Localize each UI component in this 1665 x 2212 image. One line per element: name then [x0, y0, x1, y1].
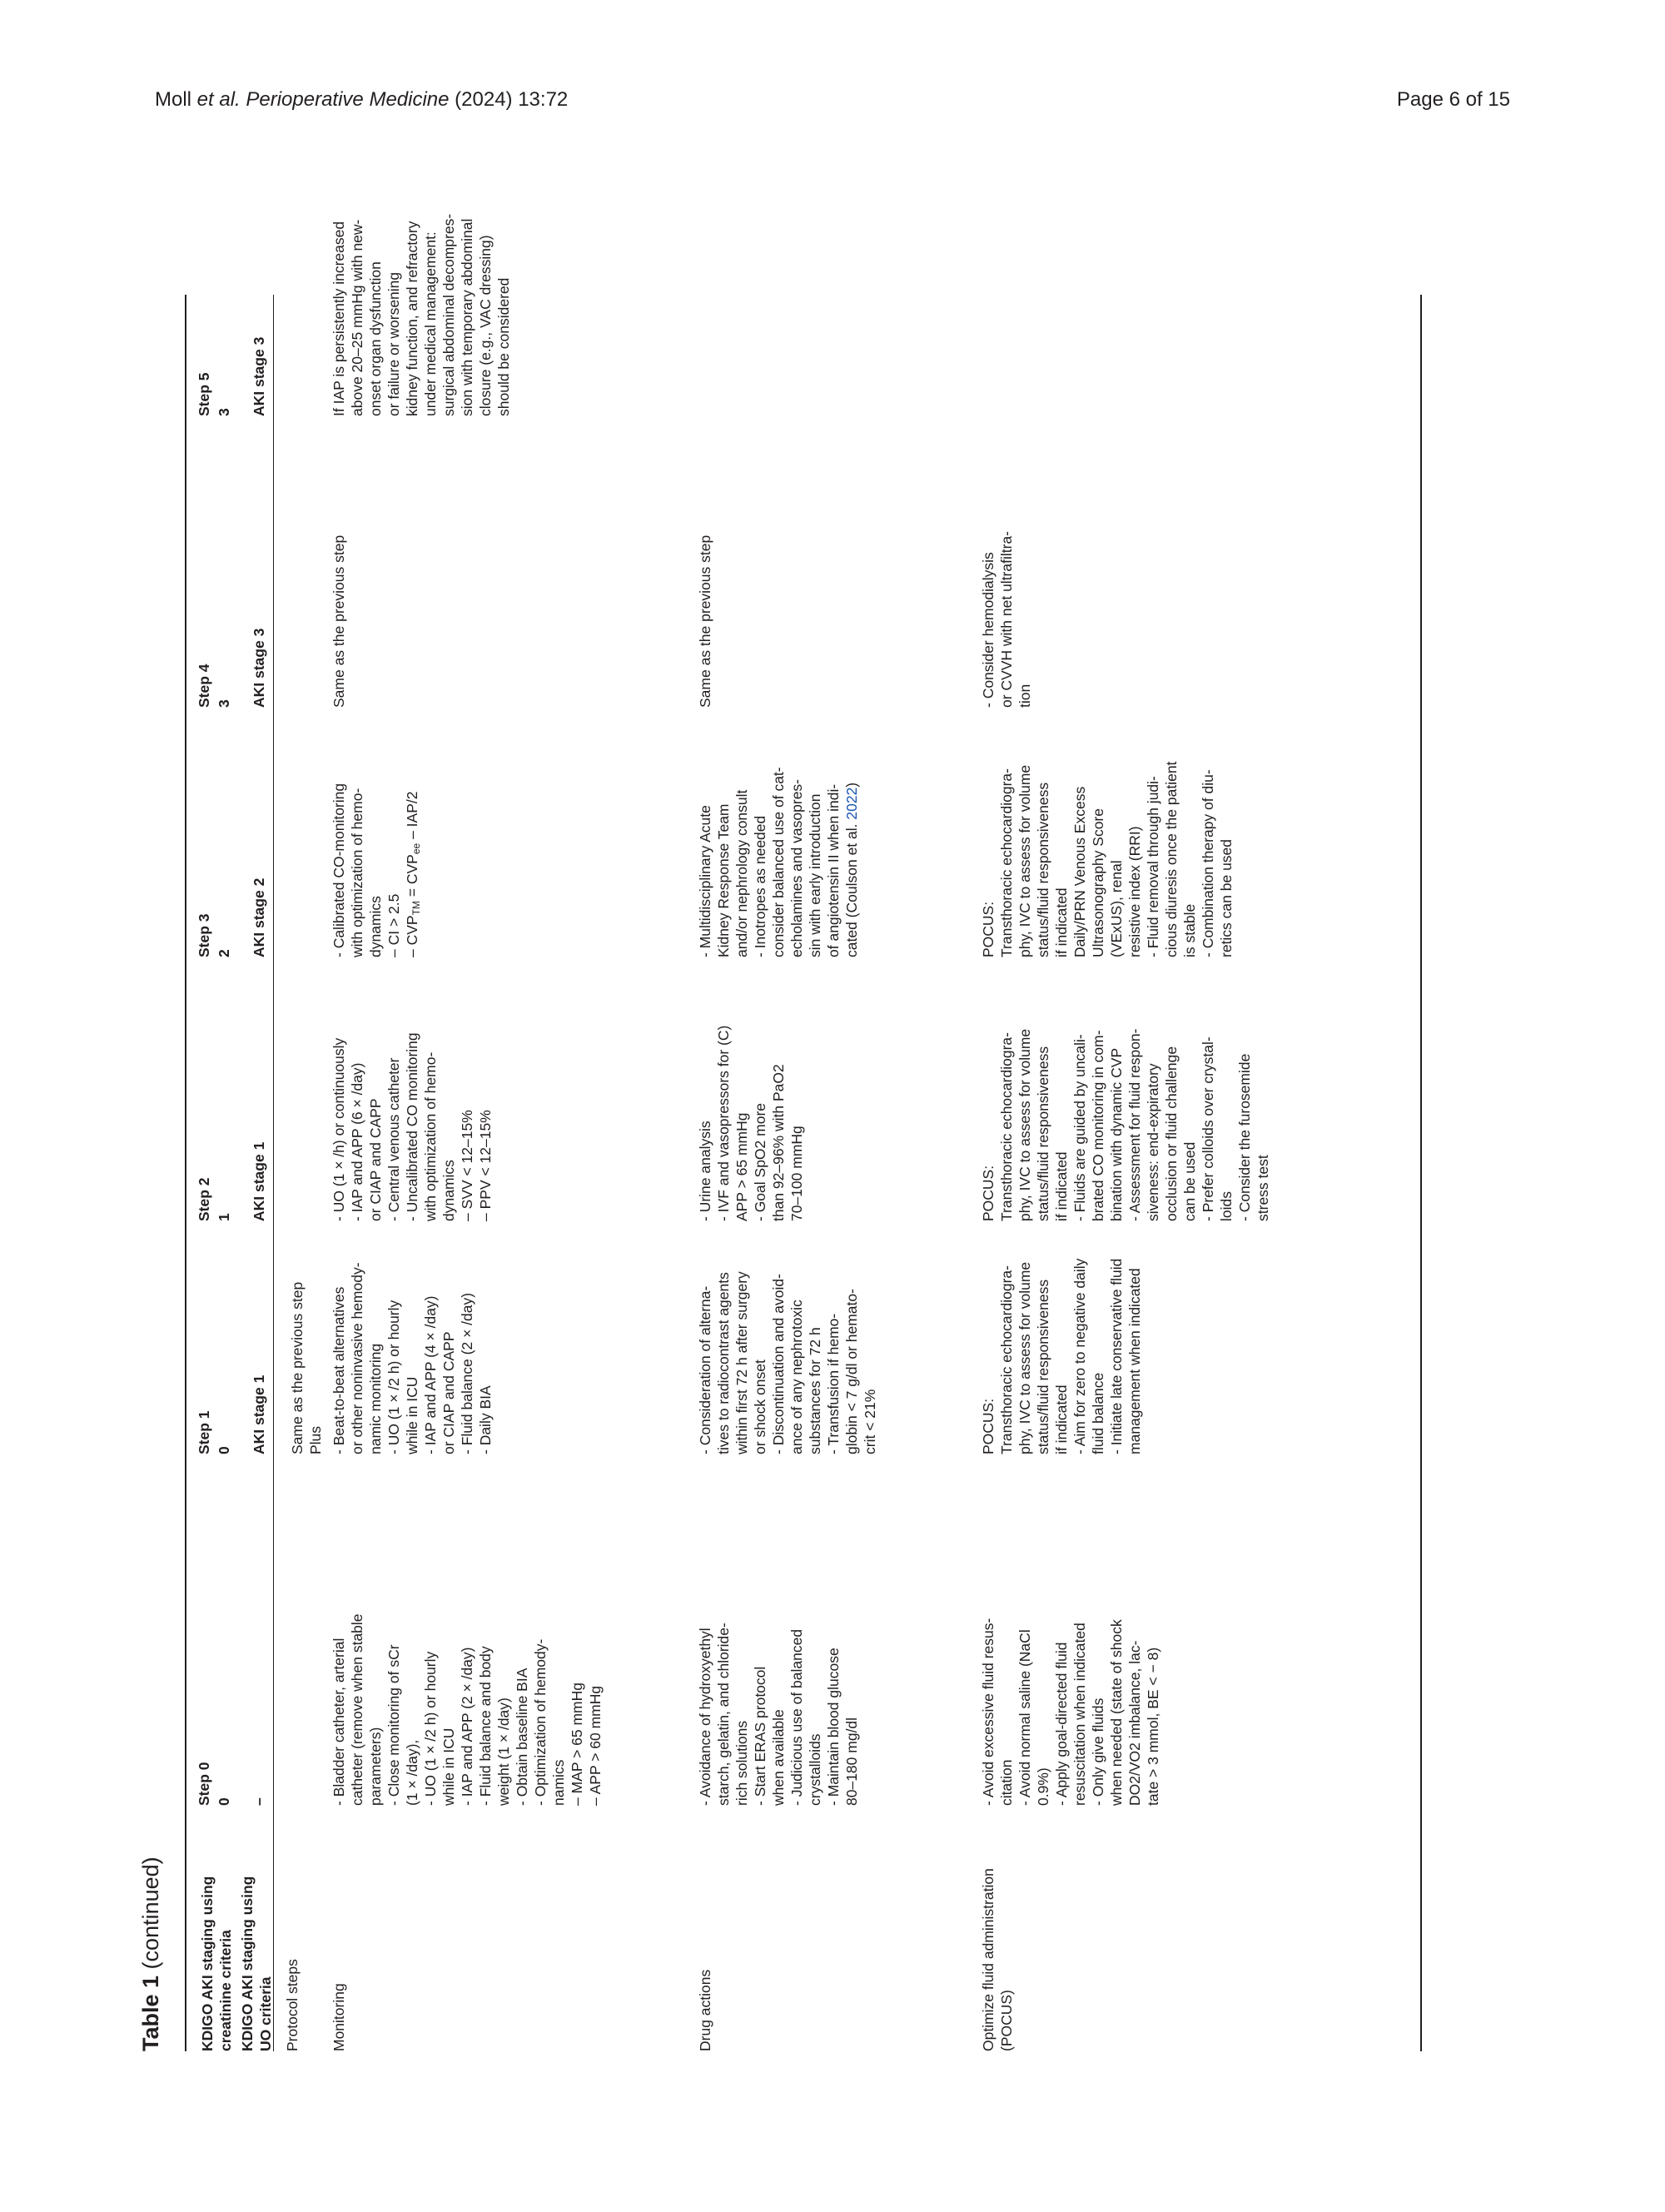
header-volume: (2024) 13:72: [449, 88, 569, 111]
drug-step1: - Consideration of alterna- tives to radiocontrast agents within first 72 h after surgery or shock onset - Discontinuation and avoid- ance of any nephrotoxic substances for 72 h - Transfusion if hemo- globin < 7 g/dl or hemato- crit < 21%: [697, 1271, 878, 1454]
table-caption: [138, 1857, 163, 2051]
table-continued: (continued): [138, 1857, 163, 1970]
row-header-kdigo-scr: KDIGO AKI staging using creatinine criteria: [199, 1876, 234, 2051]
cvp-mid: = CVP: [404, 854, 420, 902]
scr-value-5: 3: [216, 408, 232, 416]
cvp-prefix: – CVP: [404, 915, 420, 957]
step-4-label: Step 4: [196, 664, 212, 708]
scr-value-0: 0: [216, 1797, 232, 1806]
page-number: Page 6 of 15: [1396, 88, 1510, 111]
table-label: Table 1: [138, 1975, 163, 2051]
cvp-sub-tm: TM: [410, 901, 422, 916]
scr-value-1: 0: [216, 1446, 232, 1454]
cvp-formula: [404, 792, 420, 957]
uo-value-5: AKI stage 3: [251, 336, 267, 416]
uo-value-2: AKI stage 1: [251, 1141, 267, 1221]
drug-step3-close: ): [843, 782, 860, 788]
fluid-step0: - Avoid excessive fluid resus- citation - Avoid normal saline (NaCl 0.9%) - Apply goal-directed fluid resuscitation when indicated - Only give fluids when needed (state of shock DO2/VO2 imbalance, lac- tate > 3 mmol, BE < − 8): [980, 1618, 1161, 1806]
citation-link[interactable]: 2022: [843, 787, 860, 820]
monitoring-step3-text: - Calibrated CO-monitoring with optimization of hemo- dynamics – CI > 2.5: [331, 783, 402, 957]
scr-value-4: 3: [216, 699, 232, 708]
fluid-step2: POCUS: Transthoracic echocardiogra- phy, IVC to assess for volume status/fluid responsiveness if indicated - Fluids are guided by uncali- brated CO monitoring in com- bination with dynamic CVP - Assessment for fluid respon- siveness: end-expiratory occlusion or fluid challenge can be used - Prefer colloids over crystal- loids - Consider the furosemide stress test: [980, 1028, 1271, 1221]
uo-value-4: AKI stage 3: [251, 628, 267, 708]
table-bottom-rule: [1420, 295, 1422, 2051]
scr-value-2: 1: [216, 1213, 232, 1221]
monitoring-step1: - Beat-to-beat alternatives or other noninvasive hemody- namic monitoring - UO (1 × /2 h) or hourly while in ICU - IAP and APP (4 × /day) or CIAP and CAPP - Fluid balance (2 × /day) - Daily BIA: [331, 1262, 494, 1454]
step-1-label: Step 1: [196, 1410, 212, 1454]
rotated-table: [138, 213, 1440, 2066]
cvp-sub-ee: ee: [410, 843, 422, 855]
fluid-step3: POCUS: Transthoracic echocardiogra- phy, IVC to assess for volume status/fluid responsiveness if indicated Daily/PRN Venous Excess Ultrasonography Score (VExUS), renal resistive index (RRI) - Fluid removal through judi- cious diuresis once the patient is stable - Combination therapy of diu- retics can be used: [980, 761, 1235, 957]
row-header-drug: Drug actions: [697, 1969, 713, 2051]
uo-value-3: AKI stage 2: [251, 877, 267, 957]
step-0-label: Step 0: [196, 1762, 212, 1806]
running-header-citation: [155, 88, 568, 112]
protocol-step1-text: Same as the previous step Plus: [289, 1281, 324, 1454]
monitoring-step2: - UO (1 × /h) or continuously - IAP and APP (6 × /day) or CIAP and CAPP - Central venous catheter - Uncalibrated CO monitoring with optimization of hemo- dynamics – SVV < 12–15% – PPV < 12–15%: [331, 1032, 494, 1221]
uo-value-0: –: [251, 1797, 267, 1806]
row-header-protocol: Protocol steps: [284, 1959, 301, 2051]
fluid-step1: POCUS: Transthoracic echocardiogra- phy, IVC to assess for volume status/fluid responsiveness if indicated - Aim for zero to negative daily fluid balance - Initiate late conservative fluid management when indicated: [980, 1258, 1143, 1454]
monitoring-step4: Same as the previous step: [331, 534, 347, 708]
monitoring-step3: [330, 783, 421, 957]
table-header-rule: [273, 295, 274, 2051]
row-header-monitoring: Monitoring: [331, 1983, 347, 2051]
row-header-fluid: Optimize fluid administration (POCUS): [980, 1868, 1015, 2051]
header-journal: et al. Perioperative Medicine: [196, 88, 450, 111]
drug-step2: - Urine analysis - IVF and vasopressors for (C) APP > 65 mmHg - Goal SpO2 more than 92–96% with PaO2 70–100 mmHg: [697, 1025, 805, 1221]
uo-value-1: AKI stage 1: [251, 1374, 267, 1454]
table-top-rule: [185, 295, 186, 2051]
step-2-label: Step 2: [196, 1177, 212, 1221]
step-3-label: Step 3: [196, 913, 212, 957]
drug-step3: [696, 767, 861, 957]
drug-step4: Same as the previous step: [697, 534, 713, 708]
header-authors: Moll: [155, 88, 197, 111]
cvp-suffix: – IAP/2: [404, 791, 420, 843]
fluid-step4: - Consider hemodialysis or CVVH with net ultrafiltra- tion: [980, 530, 1033, 708]
monitoring-step0: - Bladder catheter, arterial catheter (remove when stable parameters) - Close monitoring of sCr (1 × /day), - UO (1 × /2 h) or hourly while in ICU - IAP and APP (2 × /day) - Fluid balance and body weight (1 × /day) - Obtain baseline BIA - Optimization of hemody- namics – MAP > 65 mmHg – APP > 60 mmHg: [331, 1613, 604, 1806]
drug-step0: - Avoidance of hydroxyethyl starch, gelatin, and chloride- rich solutions - Start ERAS protocol when available - Judicious use of balanced crystalloids - Maintain blood glucose 80–180 mg/dl: [697, 1623, 860, 1806]
step-5-label: Step 5: [196, 372, 212, 416]
scr-value-3: 2: [216, 949, 232, 957]
drug-step3-text: - Multidisciplinary Acute Kidney Response Team and/or nephrology consult - Inotropes as needed consider balanced use of cat- echolamines and vasopres- sin with early introduction of angiotensin II when indi- cated (Coulson et al.: [697, 767, 860, 957]
monitoring-step5: If IAP is persistently increased above 20–25 mmHg with new- onset organ dysfunction or failure or worsening kidney function, and refractory under medical management: surgical abdominal decompres- sion with temporary abdominal closure (e.g., VAC dressing) should be considered: [331, 213, 512, 416]
row-header-kdigo-uo: KDIGO AKI staging using UO criteria: [239, 1876, 274, 2051]
